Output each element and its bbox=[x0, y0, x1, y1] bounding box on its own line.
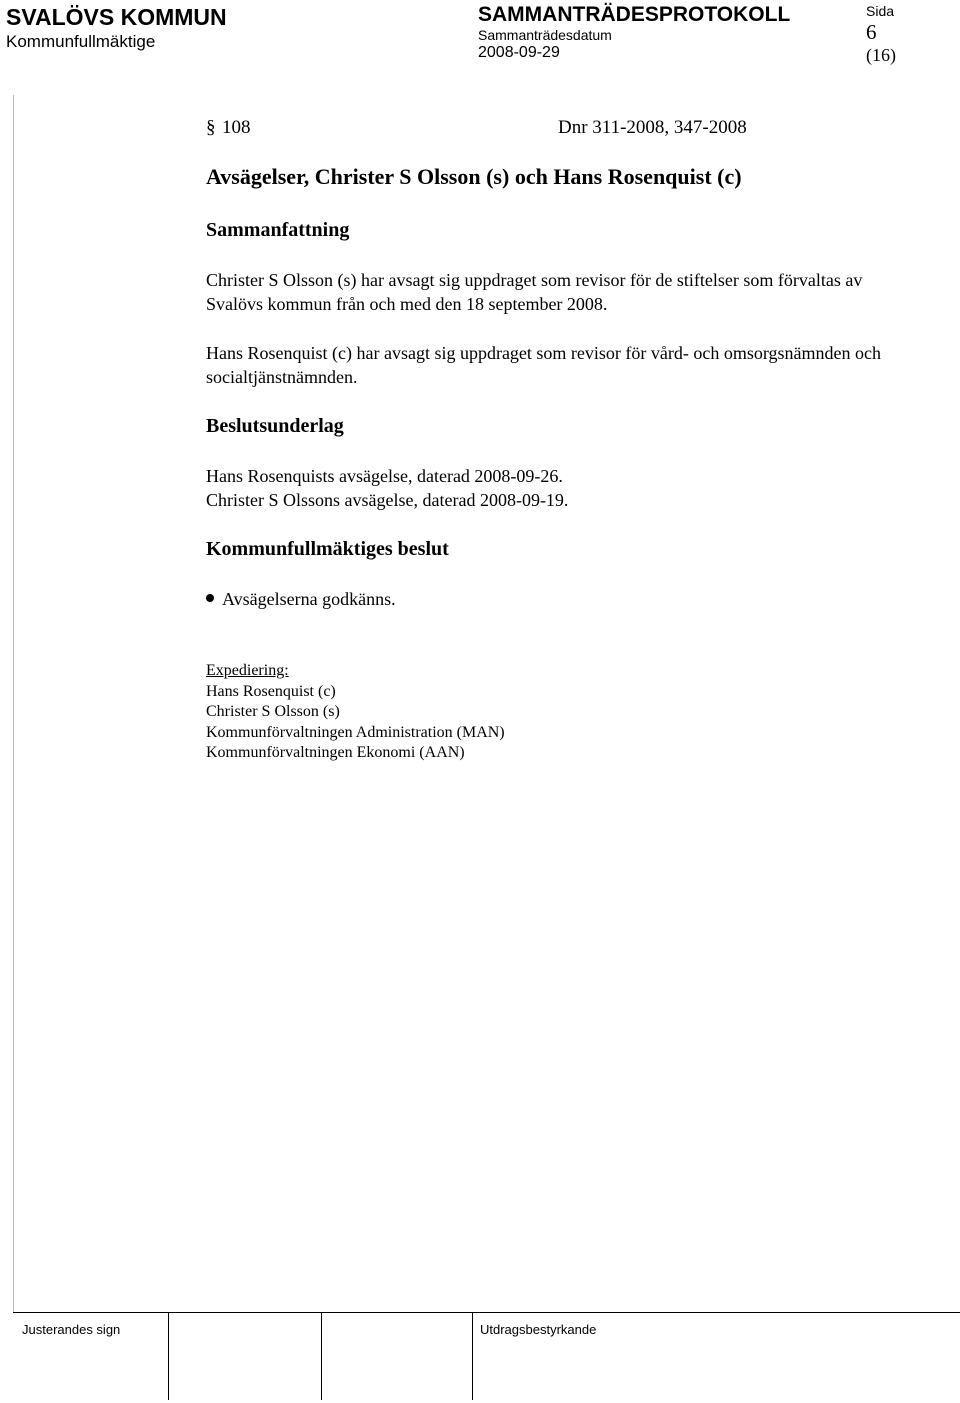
date-label: Sammanträdesdatum bbox=[478, 27, 612, 43]
margin-rule bbox=[13, 95, 14, 1312]
bullet-icon bbox=[206, 594, 214, 602]
footer-divider bbox=[168, 1313, 169, 1400]
distribution-label: Expediering: bbox=[206, 662, 289, 679]
footer-divider bbox=[472, 1313, 473, 1400]
footer-rule bbox=[13, 1312, 960, 1313]
summary-paragraph: Hans Rosenquist (c) har avsagt sig uppdraget som revisor för vård- och omsorgsnämnden och socialtjänstnämnden. bbox=[206, 343, 882, 387]
distribution-list bbox=[206, 661, 505, 764]
document-type: SAMMANTRÄDESPROTOKOLL bbox=[478, 3, 791, 26]
distribution-recipient: Kommunförvaltningen Administration (MAN) bbox=[206, 723, 505, 741]
diary-number: Dnr 311-2008, 347-2008 bbox=[558, 117, 747, 138]
distribution-recipient: Hans Rosenquist (c) bbox=[206, 682, 336, 700]
summary-paragraph: Christer S Olsson (s) har avsagt sig uppdraget som revisor för de stiftelser som förvaltas av Svalövs kommun från och med den 18 september 2008. bbox=[206, 270, 863, 314]
basis-item: Christer S Olssons avsägelse, daterad 2008-09-19. bbox=[206, 490, 569, 510]
footer-divider bbox=[321, 1313, 322, 1400]
paragraph-sign: § bbox=[206, 117, 216, 138]
paragraph-number: 108 bbox=[222, 117, 251, 138]
distribution-recipient: Christer S Olsson (s) bbox=[206, 703, 340, 720]
body-name: Kommunfullmäktige bbox=[6, 32, 156, 51]
basis-list bbox=[206, 464, 568, 512]
organization-name: SVALÖVS KOMMUN bbox=[6, 4, 227, 30]
distribution-recipient: Kommunförvaltningen Ekonomi (AAN) bbox=[206, 744, 465, 761]
extract-label: Utdragsbestyrkande bbox=[480, 1322, 597, 1337]
basis-item: Hans Rosenquists avsägelse, daterad 2008-09-26. bbox=[206, 466, 563, 486]
page-label: Sida bbox=[866, 3, 895, 19]
decision-item: Avsägelserna godkänns. bbox=[222, 589, 396, 609]
section-title: Avsägelser, Christer S Olsson (s) och Hans Rosenquist (c) bbox=[206, 164, 742, 189]
page-number: 6 bbox=[866, 20, 877, 44]
summary-heading: Sammanfattning bbox=[206, 219, 350, 241]
basis-heading: Beslutsunderlag bbox=[206, 415, 344, 437]
decision-heading: Kommunfullmäktiges beslut bbox=[206, 538, 449, 560]
signature-label: Justerandes sign bbox=[22, 1322, 121, 1337]
date-value: 2008-09-29 bbox=[478, 44, 560, 61]
page-total: (16) bbox=[866, 45, 896, 65]
